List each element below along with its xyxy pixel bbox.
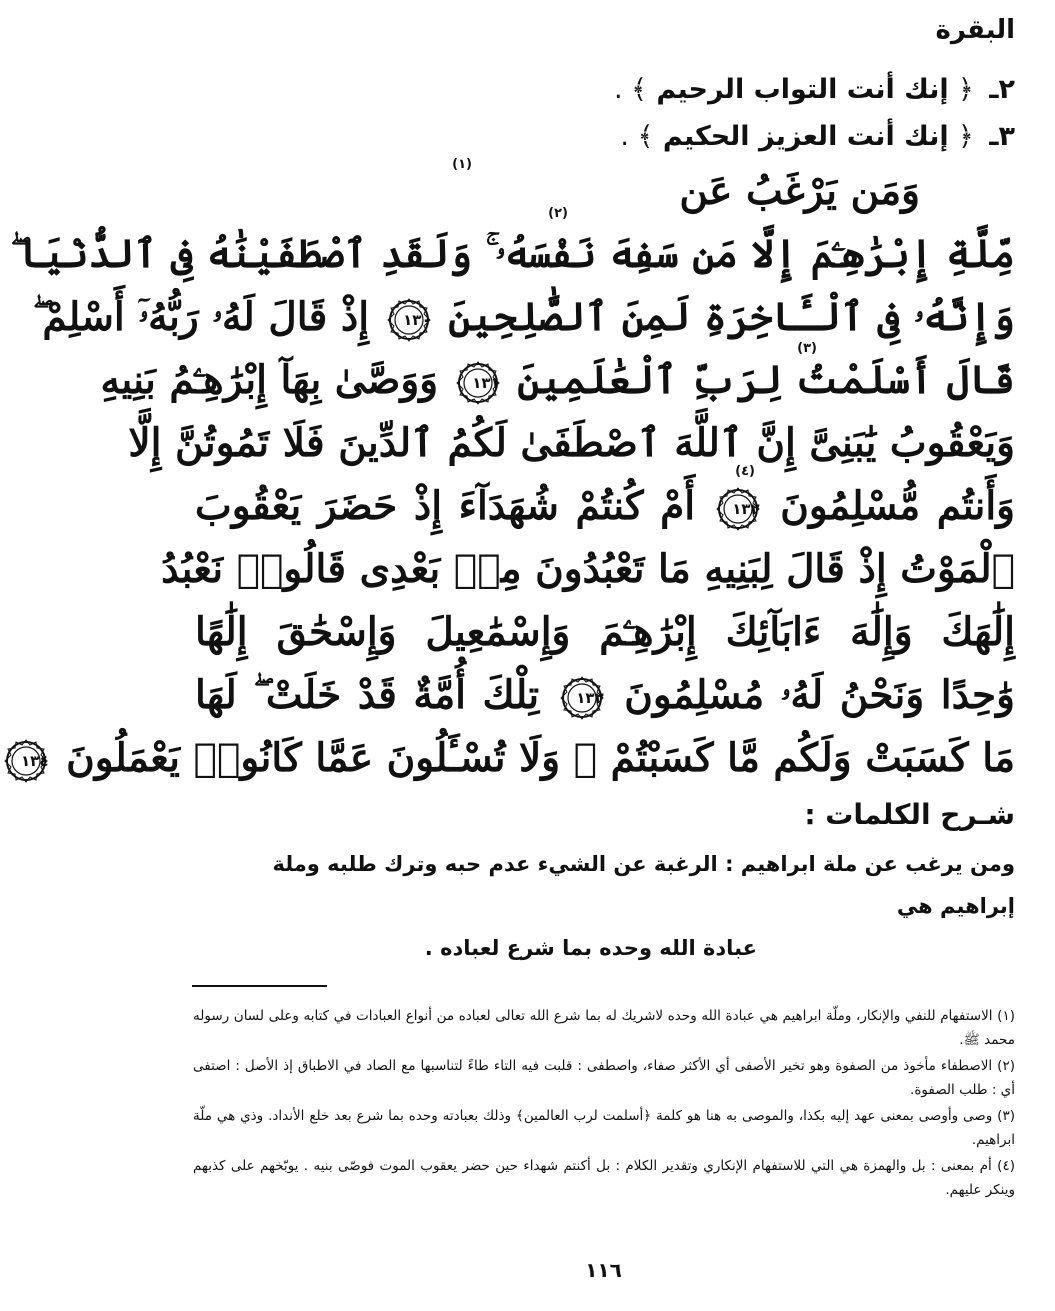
ornate-bracket-close: ﴾ .: [620, 121, 654, 152]
footnote: (٢) الاصطفاء مأخوذ من الصفوة وهو تخير الأصفى أي الأكثر صفاء، واصطفى : قلبت فيه التاء طاءً لتناسبها مع الصاد في الاطباق إذ الأصل : اصتفى أي : طلب الصفوة.: [193, 1058, 1015, 1098]
verse-text: وَٰحِدًا وَنَحْنُ لَهُۥ مُسْلِمُونَ: [624, 672, 1015, 718]
verse-text: مَا كَسَبَتْ وَلَكُم مَّا كَسَبْتُمْ ۖ وَلَا تُسْـَٔلُونَ عَمَّا كَانُوا۟ يَعْمَلُونَ: [66, 735, 1015, 781]
ayah-number: ١٣٢: [732, 500, 760, 518]
explanation-definition: الرغبة عن الشيء عدم حبه وترك طلبه وملة إبراهيم هي: [272, 852, 1015, 918]
verse-text: تِلْكَ أُمَّةٌ قَدْ خَلَتْ ۖ لَهَا: [195, 672, 540, 718]
verse-line: [195, 160, 1015, 223]
footnotes: [193, 1004, 1015, 1204]
verse-text: مِّلَّةِ إِبْرَٰهِـۧمَ إِلَّا مَن سَفِهَ نَفْسَهُۥ ۚ وَلَقَدِ ٱصْطَفَيْنَٰهُ فِى ٱلدُّنْيَا ۖ: [10, 231, 1015, 277]
ayah-number-marker: [716, 487, 760, 531]
verse-text: وَوَصَّىٰ بِهَآ إِبْرَٰهِـۧمُ بَنِيهِ: [100, 357, 439, 403]
ornate-bracket-close: ﴾ .: [613, 74, 647, 105]
ayah-number: ١٣٣: [576, 689, 604, 707]
section-heading: شـرح الكلمات :: [804, 798, 1015, 831]
ayah-number: ١٣٤: [21, 752, 49, 770]
footnote-separator: [192, 985, 327, 987]
verse-text: وَيَعْقُوبُ يَٰبَنِىَّ إِنَّ ٱللَّهَ ٱصْطَفَىٰ لَكُمُ ٱلدِّينَ فَلَا تَمُوتُنَّ إِلَّا: [128, 420, 1015, 466]
footnote: (١) الاستفهام للنفي والإنكار، وملّة ابراهيم هي عبادة الله وحده لاشريك له بما شرع الله تعالى لعباده من أنواع العبادات في كتابه وعلى لسان رسوله محمد ﷺ.: [193, 1008, 1015, 1048]
quran-verses: [10, 160, 1016, 790]
point-item: [620, 119, 1015, 155]
ayah-number: ١٣١: [472, 374, 500, 392]
point-item: [614, 72, 1015, 108]
point-number: ٣ـ: [989, 121, 1015, 152]
verse-line: [100, 349, 1015, 412]
footnote-ref: (٣): [797, 341, 817, 356]
point-text: إنك أنت العزيز الحكيم: [662, 121, 949, 152]
footnote-ref: (٢): [548, 206, 568, 221]
ayah-number-marker: [456, 361, 500, 405]
verse-text: إِذْ قَالَ لَهُۥ رَبُّهُۥٓ أَسْلِمْ ۖ: [32, 294, 370, 340]
verse-text: قَالَ أَسْلَمْتُ لِرَبِّ ٱلْعَٰلَمِينَ: [517, 357, 1015, 403]
verse-line: [32, 286, 1015, 349]
page-number: ١١٦: [585, 1258, 622, 1282]
verse-text: أَمْ كُنتُمْ شُهَدَآءَ إِذْ حَضَرَ يَعْقُوبَ: [195, 483, 696, 529]
verse-line: [21, 727, 1015, 790]
ornate-bracket-open: ﴿: [958, 121, 974, 152]
explanation-term: ومن يرغب عن ملة ابراهيم :: [725, 852, 1015, 876]
verse-text: وَمَن يَرْغَبُ عَن: [679, 168, 920, 214]
verse-line: [195, 601, 1015, 664]
verse-text: إِلَٰهَكَ وَإِلَٰهَ ءَابَآئِكَ إِبْرَٰهِـۧمَ وَإِسْمَٰعِيلَ وَإِسْحَٰقَ إِلَٰهًا: [195, 609, 1015, 655]
verse-line: [10, 223, 1015, 286]
explanation-continuation: عبادة الله وحده بما شرع لعباده .: [424, 936, 757, 960]
verse-line: [195, 664, 1015, 727]
footnote: (٣) وصى وأوصى بمعنى عهد إليه بكذا، والموصى به هنا هو كلمة ﴿أسلمت لرب العالمين﴾ وذلك بعبادته وحده بما شرع بعد خلع الأنداد. وذي هي ملّة ابراهيم.: [193, 1108, 1015, 1148]
verse-text: ٱلْمَوْتُ إِذْ قَالَ لِبَنِيهِ مَا تَعْبُدُونَ مِنۢ بَعْدِى قَالُوا۟ نَعْبُدُ: [161, 546, 1015, 592]
ayah-number-marker: [387, 298, 431, 342]
word-explanation: [195, 843, 1015, 969]
ayah-number-marker: [4, 739, 48, 783]
verse-line: [195, 475, 1015, 538]
footnote-ref: (١): [452, 157, 472, 172]
point-text: إنك أنت التواب الرحيم: [656, 74, 949, 105]
book-page: [10, 0, 1055, 1311]
verse-text: وَإِنَّهُۥ فِى ٱلْـَٔاخِرَةِ لَمِنَ ٱلصَّٰلِحِينَ: [448, 294, 1015, 340]
verse-line: [128, 412, 1015, 475]
ayah-number: ١٣٠: [403, 311, 431, 329]
footnote: (٤) أم بمعنى : بل والهمزة هي التي للاستفهام الإنكاري وتقدير الكلام : بل أكنتم شهداء حين حضر يعقوب الموت فوصّى بنيه . يوبّخهم على كذبهم وينكر عليهم.: [193, 1158, 1015, 1198]
surah-title: البقرة: [935, 15, 1015, 45]
verse-text: وَأَنتُم مُّسْلِمُونَ: [780, 483, 1016, 529]
point-number: ٢ـ: [989, 74, 1015, 105]
ornate-bracket-open: ﴿: [958, 74, 974, 105]
explanation-line: [195, 843, 1015, 927]
footnote-ref: (٤): [735, 464, 755, 479]
verse-line: [161, 538, 1015, 601]
ayah-number-marker: [560, 676, 604, 720]
